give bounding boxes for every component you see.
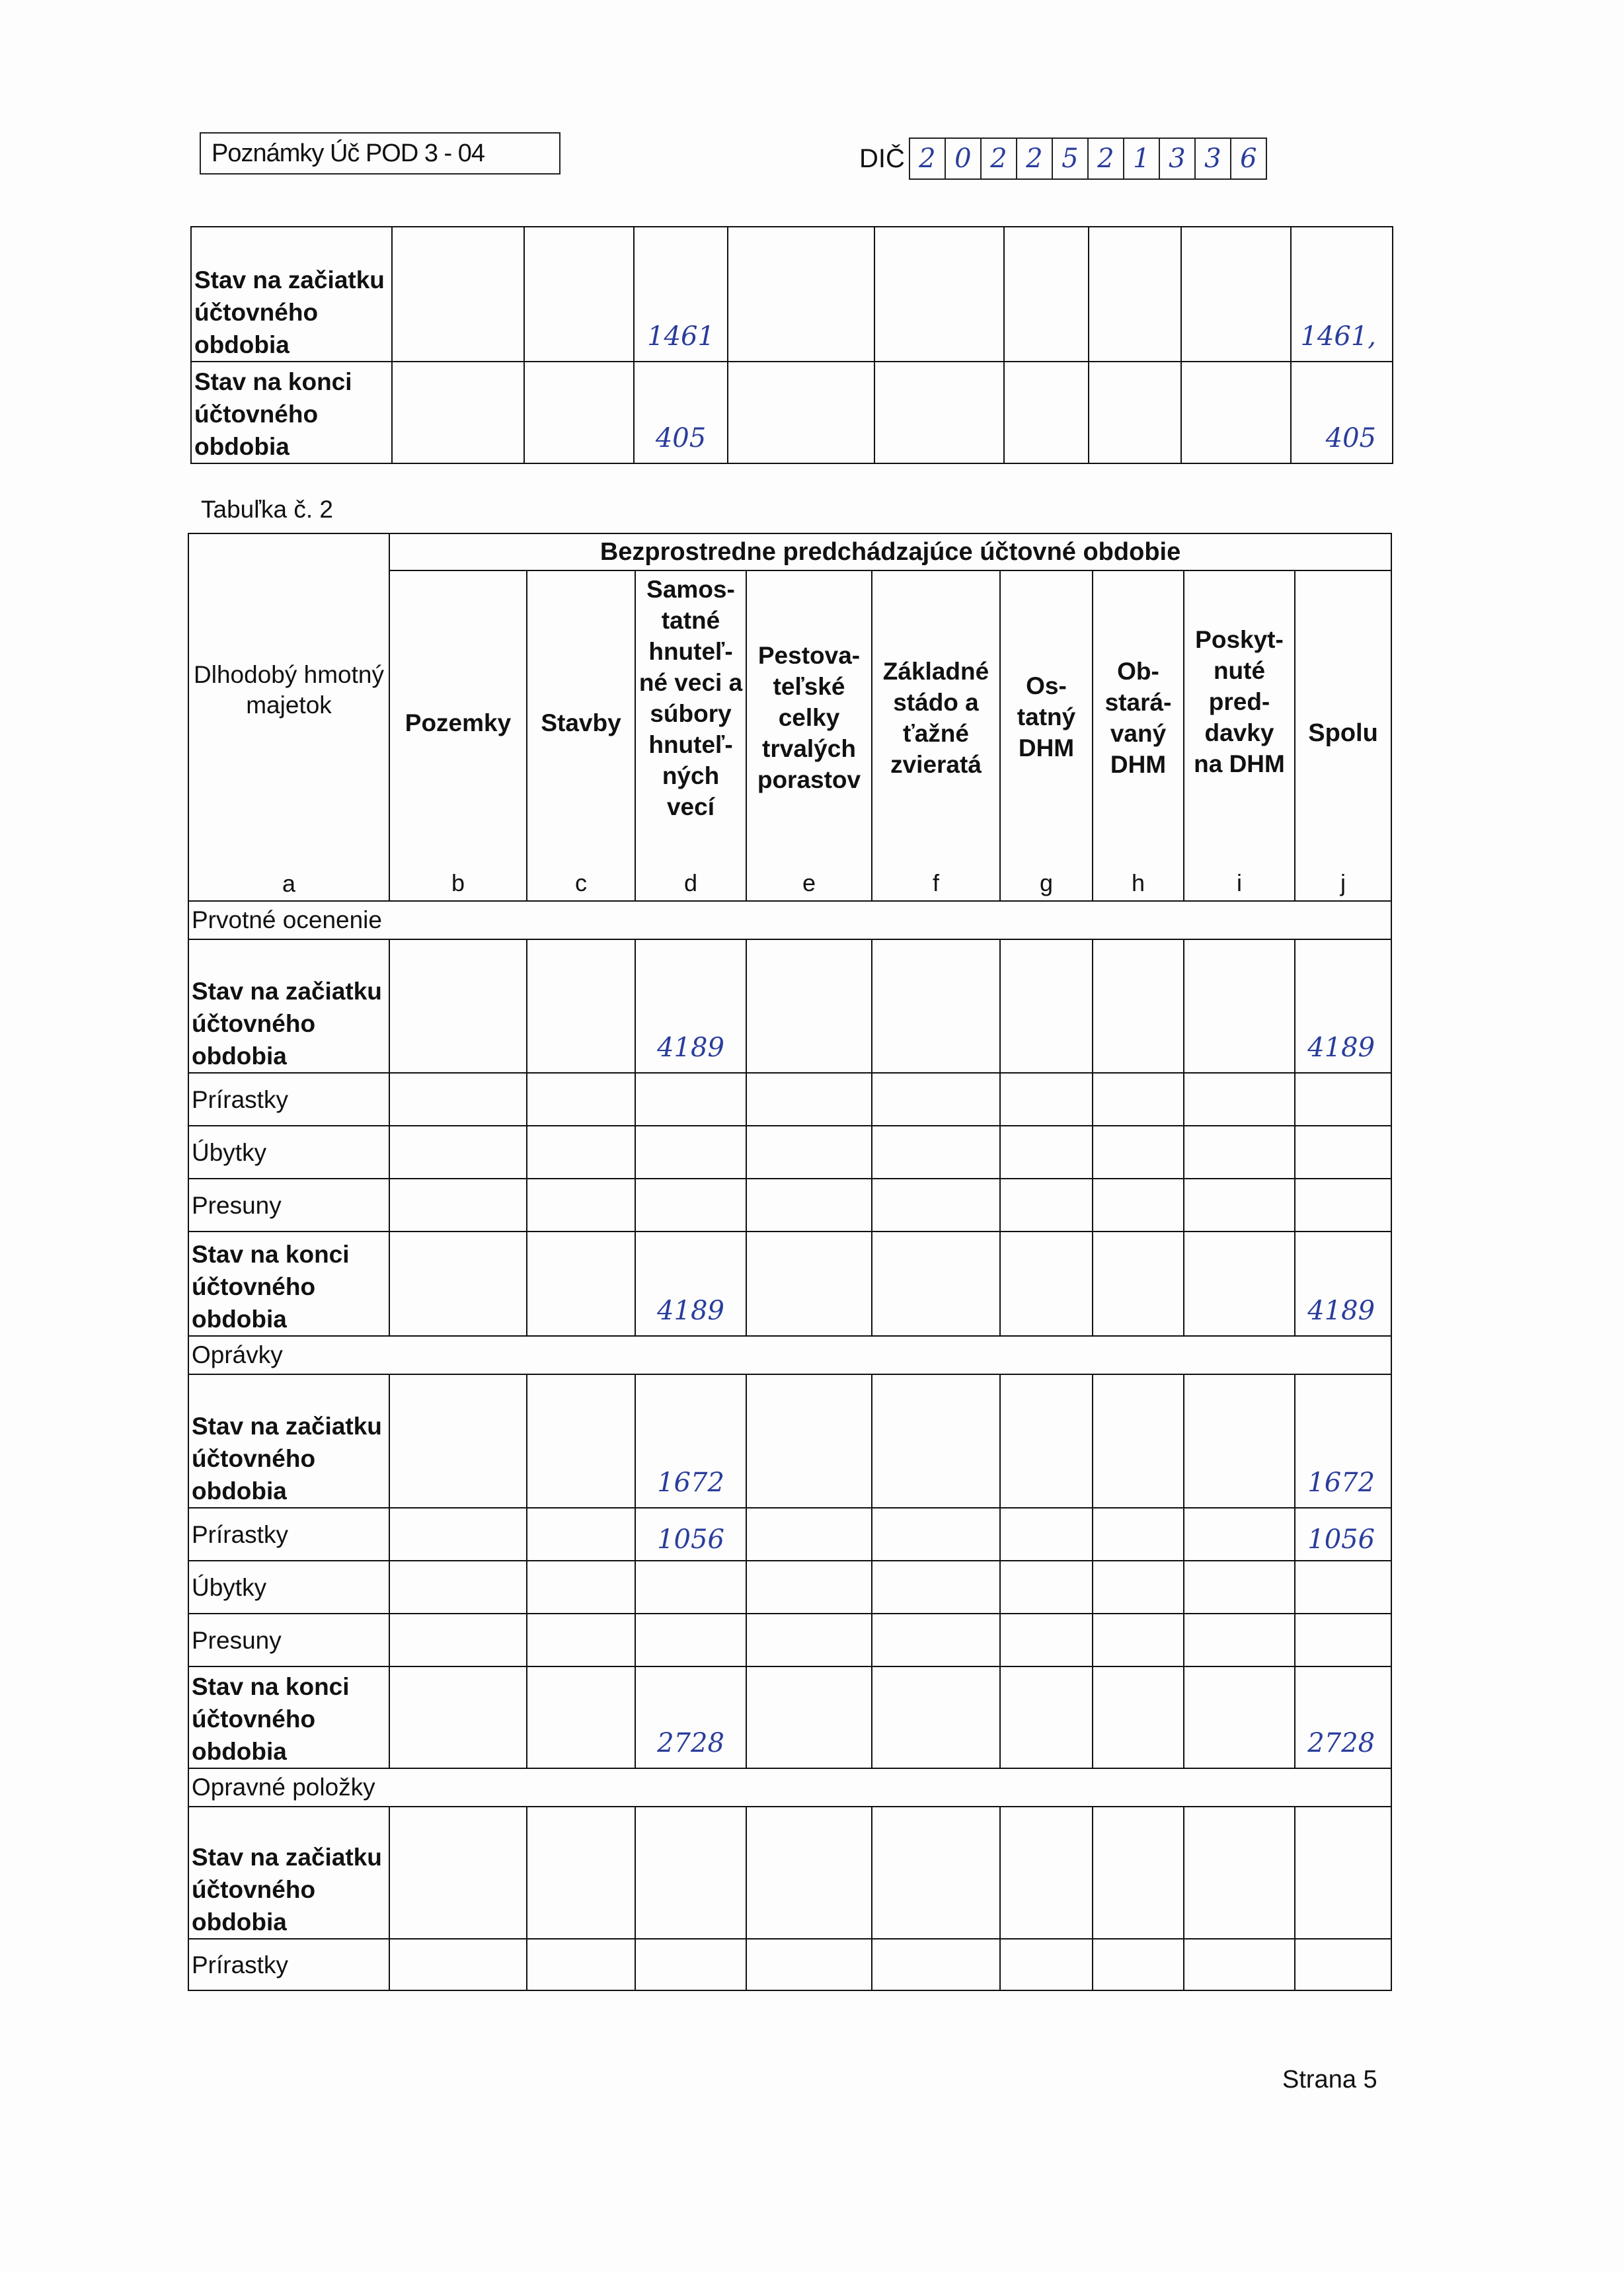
table-row (188, 1179, 1391, 1232)
table-row (188, 1939, 1391, 1990)
section-row (188, 901, 1391, 939)
dic-digit: 2 (910, 139, 946, 178)
top-table (190, 226, 1393, 464)
group-header-row (188, 533, 1391, 570)
table-row (191, 227, 1393, 362)
col-header-label: Pestova- teľské celky trvalých porastov (757, 642, 861, 793)
table-row (188, 1666, 1391, 1768)
dic-digit: 2 (1017, 139, 1053, 178)
dic-field (859, 137, 1267, 180)
row-label: Stav na začiatku účtovného obdobia (188, 1374, 389, 1508)
col-letter: i (1237, 869, 1242, 896)
dic-digit: 3 (1196, 139, 1231, 178)
table-2 (188, 533, 1392, 1991)
cell-j: 1461, (1291, 227, 1393, 362)
row-label: Presuny (188, 1614, 389, 1666)
col-header-h (1093, 570, 1184, 901)
dic-digit-boxes (909, 137, 1267, 180)
col-header-i (1184, 570, 1295, 901)
col-header-label: Stavby (541, 709, 621, 736)
table-row (188, 1561, 1391, 1614)
cell-d: 405 (634, 362, 728, 463)
col-letter: b (451, 869, 465, 896)
row-label: Prírastky (188, 1508, 389, 1561)
col-letter: j (1340, 869, 1346, 896)
table-row (188, 1508, 1391, 1561)
section-row (188, 1768, 1391, 1807)
row-label: Stav na začiatku účtovného obdobia (188, 1807, 389, 1939)
cell-d: 2728 (635, 1666, 746, 1768)
col-header-e (746, 570, 872, 901)
col-header-d (635, 570, 746, 901)
dic-digit: 5 (1053, 139, 1089, 178)
cell-d: 1461 (634, 227, 728, 362)
row-label: Prírastky (188, 1073, 389, 1126)
col-header-label: Pozemky (405, 709, 512, 736)
section-row (188, 1336, 1391, 1374)
col-header-label: Spolu (1308, 719, 1378, 747)
table-row (188, 1614, 1391, 1666)
cell-j: 405 (1291, 362, 1393, 463)
section-title: Opravné položky (188, 1768, 1391, 1807)
col-header-label: Ob- stará- vaný DHM (1104, 658, 1172, 778)
cell-j: 4189 (1295, 1232, 1391, 1336)
dic-digit: 2 (982, 139, 1017, 178)
row-label: Presuny (188, 1179, 389, 1232)
row-label: Úbytky (188, 1561, 389, 1614)
row-label: Stav na začiatku účtovného obdobia (188, 939, 389, 1073)
col-letter: e (802, 869, 816, 896)
row-label: Prírastky (188, 1939, 389, 1990)
dic-label: DIČ (859, 143, 905, 173)
col-header-f (872, 570, 1000, 901)
table-row (188, 1232, 1391, 1336)
table-row (191, 362, 1393, 463)
col-header-label: Poskyt- nuté pred- davky na DHM (1194, 626, 1285, 777)
col-letter: c (575, 869, 587, 896)
cell-j: 1672 (1295, 1374, 1391, 1508)
row-label: Stav na začiatku účtovného obdobia (191, 227, 392, 362)
col-header-label: Základné stádo a ťažné zvieratá (882, 658, 989, 778)
cell-d: 4189 (635, 939, 746, 1073)
row-label: Stav na konci účtovného obdobia (188, 1666, 389, 1768)
col-letter: d (683, 869, 698, 896)
section-title: Prvotné ocenenie (188, 901, 1391, 939)
cell-d: 1056 (635, 1508, 746, 1561)
group-header: Bezprostredne predchádzajúce účtovné obdobie (389, 533, 1391, 570)
first-col-header: Dlhodobý hmotný majetok (194, 661, 384, 719)
col-letter: g (1039, 869, 1054, 896)
cell-d: 4189 (635, 1232, 746, 1336)
cell-j: 1056 (1295, 1508, 1391, 1561)
table-row (188, 1073, 1391, 1126)
col-header-label: Os- tatný DHM (1017, 672, 1076, 762)
dic-digit: 0 (946, 139, 982, 178)
col-header-c (527, 570, 635, 901)
section-title: Oprávky (188, 1336, 1391, 1374)
col-letter: f (932, 869, 939, 896)
row-label: Úbytky (188, 1126, 389, 1179)
col-letter: h (1131, 869, 1145, 896)
dic-digit: 3 (1160, 139, 1196, 178)
table-row (188, 1126, 1391, 1179)
first-col-header-cell (188, 533, 389, 901)
dic-digit: 6 (1240, 143, 1257, 174)
form-title: Poznámky Úč POD 3 - 04 (212, 139, 485, 167)
col-header-j (1295, 570, 1391, 901)
table-row (188, 1374, 1391, 1508)
cell-j: 2728 (1295, 1666, 1391, 1768)
col-header-g (1000, 570, 1093, 901)
col-header-b (389, 570, 527, 901)
dic-digit: 1 (1124, 139, 1160, 178)
cell-d: 1672 (635, 1374, 746, 1508)
page-number: Strana 5 (1282, 2066, 1377, 2094)
form-title-box (200, 132, 561, 175)
col-letter: a (282, 870, 296, 897)
table-row (188, 939, 1391, 1073)
table-caption: Tabuľka č. 2 (201, 496, 334, 523)
col-header-label: Samos- tatné hnuteľ- né veci a súbory hnuteľ- ných vecí (638, 576, 743, 820)
cell-j: 4189 (1295, 939, 1391, 1073)
row-label: Stav na konci účtovného obdobia (191, 362, 392, 463)
row-label: Stav na konci účtovného obdobia (188, 1232, 389, 1336)
table-row (188, 1807, 1391, 1939)
dic-digit: 2 (1089, 139, 1124, 178)
